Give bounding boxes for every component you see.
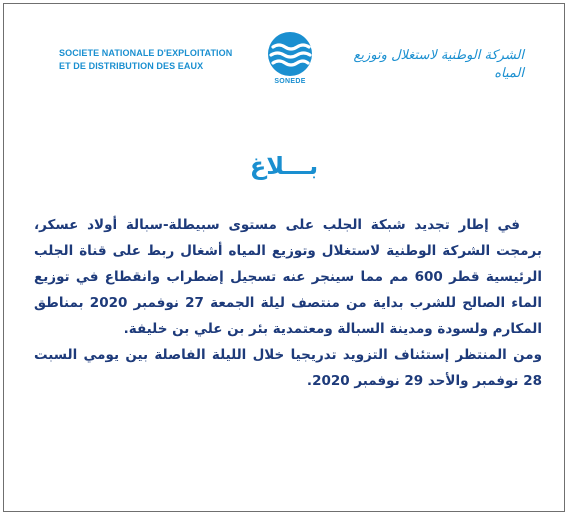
sonede-logo <box>265 30 315 92</box>
notice-paragraph-1: في إطار تجديد شبكة الجلب على مستوى سبيطلة-سبالة أولاد عسكر، برمجت الشركة الوطنية لاستغلال وتوزيع المياه أشغال ربط على قناة الجلب الرئيسية قطر 600 مم مما سينجر عنه تسجيل إضطراب وانقطاع في توزيع الماء الصالح للشرب بداية من منتصف ليلة الجمعة 27 نوفمبر 2020 بمناطق المكارم ولسودة ومدينة السبالة ومعتمدية بئر بن علي بن خليفة. <box>34 217 542 337</box>
notice-body <box>34 212 542 394</box>
notice-frame <box>3 3 565 512</box>
org-name-french-line2: ET DE DISTRIBUTION DES EAUX <box>59 61 204 71</box>
water-waves-icon <box>265 30 315 78</box>
notice-title: بـــلاغ <box>249 152 319 180</box>
org-name-french <box>59 47 249 73</box>
letterhead <box>4 4 564 124</box>
logo-wordmark: SONEDE <box>274 78 306 85</box>
org-name-arabic-line1: الشركة الوطنية لاستغلال وتوزيع المياه <box>353 48 524 81</box>
org-name-french-line1: SOCIETE NATIONALE D'EXPLOITATION <box>59 48 233 58</box>
org-name-arabic <box>344 47 524 83</box>
notice-paragraph-2: ومن المنتظر إستئناف التزويد تدريجيا خلال الليلة الفاصلة بين يومي السبت 28 نوفمبر والأحد 29 نوفمبر 2020. <box>34 347 542 389</box>
